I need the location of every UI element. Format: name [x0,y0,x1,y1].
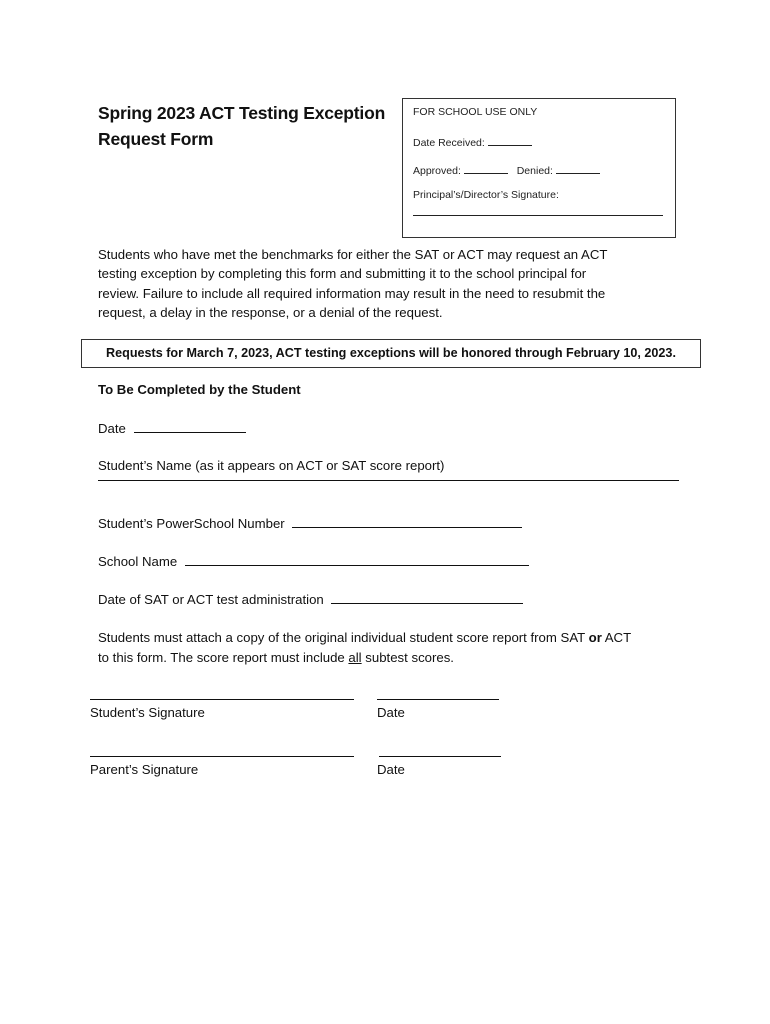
intro-line: Students who have met the benchmarks for either the SAT or ACT may request an ACT [98,247,608,262]
attach-note-underlined: all [348,650,362,665]
student-signature-label: Student’s Signature [90,705,205,720]
intro-line: testing exception by completing this form and submitting it to the school principal for [98,266,587,282]
school-use-heading: FOR SCHOOL USE ONLY [413,106,538,118]
attach-note-text: ACT [601,630,632,645]
date-received-field[interactable] [488,134,532,146]
denied-label: Denied: [516,165,553,177]
student-section-heading: To Be Completed by the Student [98,382,301,397]
principal-signature-label: Principal’s/Director’s Signature: [413,189,559,201]
form-title-line2: Request Form [98,129,214,149]
school-name-field[interactable] [185,553,529,566]
attach-note-bold: or [588,630,602,645]
attach-note-text: Students must attach a copy of the original individual student score report from SAT [98,630,589,645]
attach-note-text: to this form. The score report must include [98,650,349,665]
approved-label: Approved: [413,165,461,177]
student-name-field[interactable] [98,480,679,481]
form-title [98,100,385,152]
student-signature-date-field[interactable] [377,699,499,700]
attach-note [98,628,698,668]
school-name-label: School Name [98,554,178,569]
date-received-label: Date Received: [413,137,485,149]
school-name-row [98,553,529,569]
parent-signature-date-label: Date [377,762,405,777]
approved-field[interactable] [464,162,508,174]
test-date-row [98,591,523,607]
denied-field[interactable] [556,162,600,174]
school-use-box [402,98,676,238]
test-date-label: Date of SAT or ACT test administration [98,592,324,607]
powerschool-label: Student’s PowerSchool Number [98,516,285,531]
date-row [98,420,246,436]
powerschool-row [98,515,522,531]
approval-row [413,162,600,177]
student-name-label: Student’s Name (as it appears on ACT or SAT score report) [98,458,445,473]
date-received-row [413,134,532,149]
deadline-notice: Requests for March 7, 2023, ACT testing exceptions will be honored through February 10, 2023. [81,339,701,368]
date-label: Date [98,421,126,436]
form-title-line1: Spring 2023 ACT Testing Exception [98,103,386,123]
intro-paragraph [98,245,673,323]
parent-signature-date-field[interactable] [379,756,501,757]
parent-signature-label: Parent’s Signature [90,762,199,777]
student-signature-date-label: Date [377,705,405,720]
test-date-field[interactable] [331,591,523,604]
intro-line: request, a delay in the response, or a denial of the request. [98,305,443,321]
parent-signature-field[interactable] [90,756,354,757]
powerschool-field[interactable] [292,515,522,528]
principal-signature-field[interactable] [413,215,663,216]
attach-note-line2 [98,648,698,668]
attach-note-text: subtest scores. [361,650,454,665]
intro-line: review. Failure to include all required information may result in the need to resubmit the [98,285,606,301]
attach-note-line1 [98,628,698,648]
student-signature-field[interactable] [90,699,354,700]
date-field[interactable] [134,420,246,433]
